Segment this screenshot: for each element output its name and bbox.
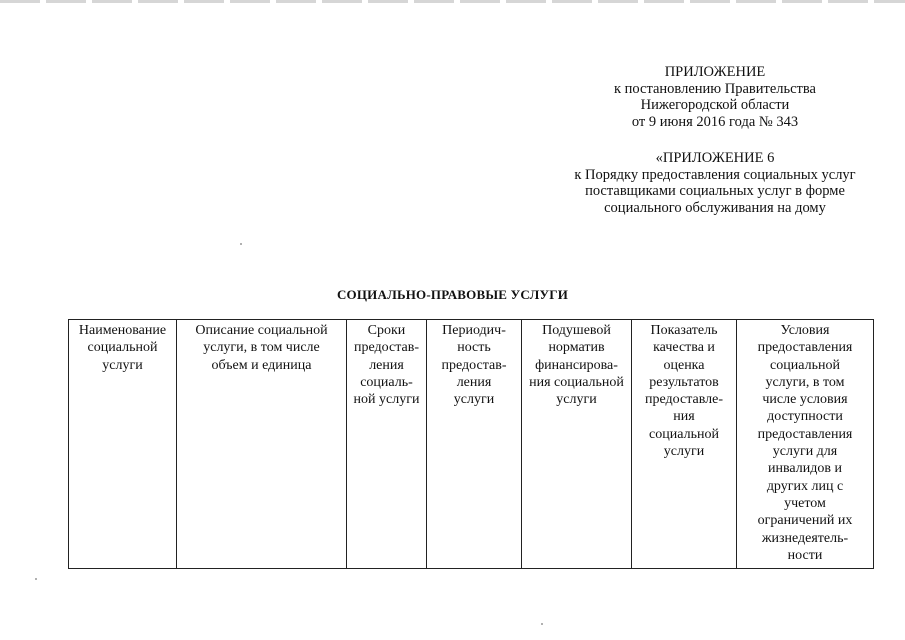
column-header-line: жизнедеятель- xyxy=(761,530,849,546)
column-header-line: предоставления xyxy=(757,340,853,356)
column-header-6 xyxy=(632,320,737,569)
column-header-line: ограничений их xyxy=(757,513,853,529)
column-header-line: ления xyxy=(456,374,492,390)
column-header-line: доступности xyxy=(767,409,843,425)
column-header-line: числе условия xyxy=(762,392,848,408)
column-header-line: финансирова- xyxy=(535,357,618,373)
column-header-line: других лиц с xyxy=(766,478,844,494)
column-header-line: ной услуги xyxy=(353,392,420,408)
appendix-header xyxy=(600,64,830,130)
column-header-5 xyxy=(522,320,632,569)
appendix-line: к постановлению Правительства xyxy=(614,80,816,97)
column-header-line: инвалидов и xyxy=(768,461,842,477)
column-header-line: ность xyxy=(457,340,491,356)
column-header-line: услуги xyxy=(556,392,597,408)
scan-speck xyxy=(240,243,242,245)
column-header-line: Подушевой xyxy=(542,323,611,338)
order-appendix-line: социального обслуживания на дому xyxy=(604,199,826,216)
column-header-1 xyxy=(69,320,177,569)
column-header-line: ности xyxy=(787,547,823,563)
document-title: СОЦИАЛЬНО-ПРАВОВЫЕ УСЛУГИ xyxy=(336,287,569,302)
column-header-line: Наименование xyxy=(78,323,167,338)
column-header-line: услуги, в том xyxy=(765,374,845,390)
column-header-line: Описание социальной xyxy=(195,323,328,338)
column-header-line: оценка xyxy=(663,357,705,373)
order-appendix-line: «ПРИЛОЖЕНИЕ 6 xyxy=(655,150,775,166)
column-header-line: услуги, в том числе xyxy=(203,340,320,356)
column-header-line: результатов xyxy=(649,374,719,390)
scan-speck xyxy=(35,578,37,580)
scan-speck xyxy=(541,623,543,625)
column-header-line: услуги для xyxy=(772,444,838,460)
order-appendix-header xyxy=(560,150,870,216)
column-header-line: социальной xyxy=(770,357,840,373)
column-header-line: ления xyxy=(369,357,404,373)
column-header-line: норматив xyxy=(548,340,605,356)
column-header-line: учетом xyxy=(784,495,826,511)
table-header-row xyxy=(69,320,874,569)
appendix-line: от 9 июня 2016 года № 343 xyxy=(631,113,799,130)
order-appendix-line: поставщиками социальных услуг в форме xyxy=(585,183,845,199)
scan-edge xyxy=(0,0,905,3)
column-header-line: качества и xyxy=(653,340,715,356)
column-header-4 xyxy=(427,320,522,569)
column-header-line: Показатель xyxy=(650,323,718,338)
column-header-line: услуги xyxy=(663,444,705,460)
column-header-line: ния социальной xyxy=(529,374,624,390)
column-header-line: объем и единица xyxy=(211,357,312,373)
column-header-line: предостав- xyxy=(441,357,507,373)
column-header-line: предоставления xyxy=(757,426,853,442)
column-header-line: социальной xyxy=(87,340,158,356)
column-header-7 xyxy=(737,320,874,569)
column-header-line: услуги xyxy=(453,392,495,408)
appendix-line: Нижегородской области xyxy=(640,97,790,113)
column-header-line: предоставле- xyxy=(645,392,723,408)
column-header-line: Сроки xyxy=(367,323,406,338)
appendix-line: ПРИЛОЖЕНИЕ xyxy=(664,64,766,80)
column-header-line: социальной xyxy=(649,426,719,442)
column-header-line: Условия xyxy=(780,323,830,338)
order-appendix-line: к Порядку предоставления социальных услуг xyxy=(574,166,856,183)
column-header-line: ния xyxy=(673,409,695,425)
column-header-2 xyxy=(177,320,347,569)
column-header-3 xyxy=(347,320,427,569)
column-header-line: предостав- xyxy=(354,340,419,356)
services-table xyxy=(68,319,874,569)
column-header-line: услуги xyxy=(102,357,143,373)
column-header-line: Периодич- xyxy=(442,323,506,338)
column-header-line: социаль- xyxy=(360,374,413,390)
